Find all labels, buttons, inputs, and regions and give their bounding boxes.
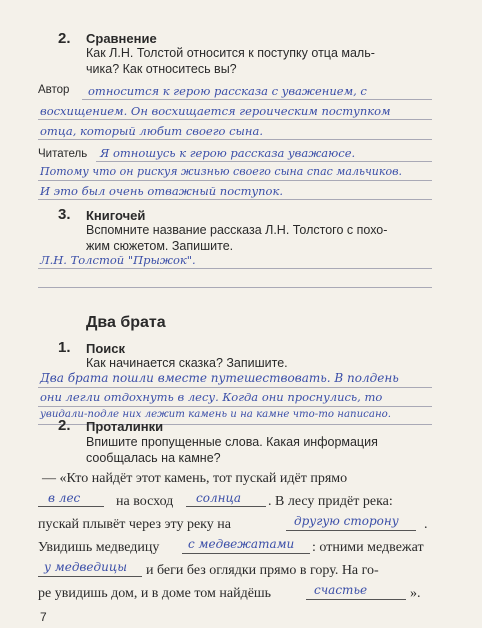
section-number: 3. (58, 206, 71, 223)
author-answer-line[interactable]: отца, который любит своего сына. (40, 124, 264, 138)
bookworm-answer[interactable]: Л.Н. Толстой "Прыжок". (40, 253, 196, 267)
passage-line: ре увидишь дом, и в доме том найдёшь (38, 586, 272, 601)
reader-label: Читатель (38, 148, 88, 160)
reader-answer-line[interactable]: И это был очень отважный поступок. (40, 184, 283, 198)
passage-line: : отними медвежат (312, 540, 424, 555)
fill-blank[interactable]: другую сторону (294, 514, 399, 528)
passage-line: пускай плывёт через эту реку на (38, 517, 231, 532)
author-answer-line[interactable]: относится к герою рассказа с уважением, с (88, 84, 367, 98)
passage-line: и беги без оглядки прямо в гору. На го- (146, 563, 379, 578)
section-number: 1. (58, 339, 71, 356)
question-text: Вспомните название рассказа Л.Н. Толстого с похо- (86, 223, 388, 237)
section-title-comparison: Сравнение (86, 31, 157, 46)
passage-line: Увидишь медведицу (38, 540, 160, 555)
passage-line: ». (410, 586, 421, 601)
question-text: Как начинается сказка? Запишите. (86, 356, 288, 370)
page-number: 7 (40, 610, 47, 624)
reader-answer-line[interactable]: Потому что он рискуя жизнью своего сына спас мальчиков. (40, 165, 402, 178)
fill-blank[interactable]: с медвежатами (188, 537, 295, 551)
passage-line: — «Кто найдёт этот камень, тот пускай идёт прямо (42, 471, 348, 486)
reader-answer-line[interactable]: Я отношусь к герою рассказа уважаюсе. (100, 146, 356, 160)
question-text: сообщалась на камне? (86, 451, 221, 465)
question-text: Как Л.Н. Толстой относится к поступку отца маль- (86, 46, 375, 60)
fill-blank[interactable]: у медведицы (44, 560, 127, 574)
passage-line: . В лесу придёт река: (268, 494, 393, 509)
section-title-thaws: Проталинки (86, 419, 164, 434)
passage-line: на восход (116, 494, 174, 509)
fill-blank[interactable]: в лес (48, 491, 81, 505)
question-text: чика? Как относитесь вы? (86, 62, 237, 76)
story-title: Два брата (86, 314, 166, 331)
section-title-bookworm: Книгочей (86, 208, 146, 223)
section-number: 2. (58, 417, 71, 434)
question-text: жим сюжетом. Запишите. (86, 239, 234, 253)
author-answer-line[interactable]: восхищением. Он восхищается героическим поступком (40, 104, 391, 118)
author-label: Автор (38, 84, 70, 96)
section-title-search: Поиск (86, 341, 126, 356)
section-number: 2. (58, 30, 71, 47)
question-text: Впишите пропущенные слова. Какая информация (86, 435, 378, 449)
fill-blank[interactable]: счастье (314, 583, 368, 597)
fill-blank[interactable]: солнца (196, 491, 242, 505)
search-answer-line[interactable]: увидали-подле них лежит камень и на камне что-то написано. (40, 409, 392, 420)
passage-line: . (424, 517, 428, 532)
search-answer-line[interactable]: Два брата пошли вместе путешествовать. В полдень (40, 371, 399, 385)
search-answer-line[interactable]: они легли отдохнуть в лесу. Когда они проснулись, то (40, 390, 383, 404)
